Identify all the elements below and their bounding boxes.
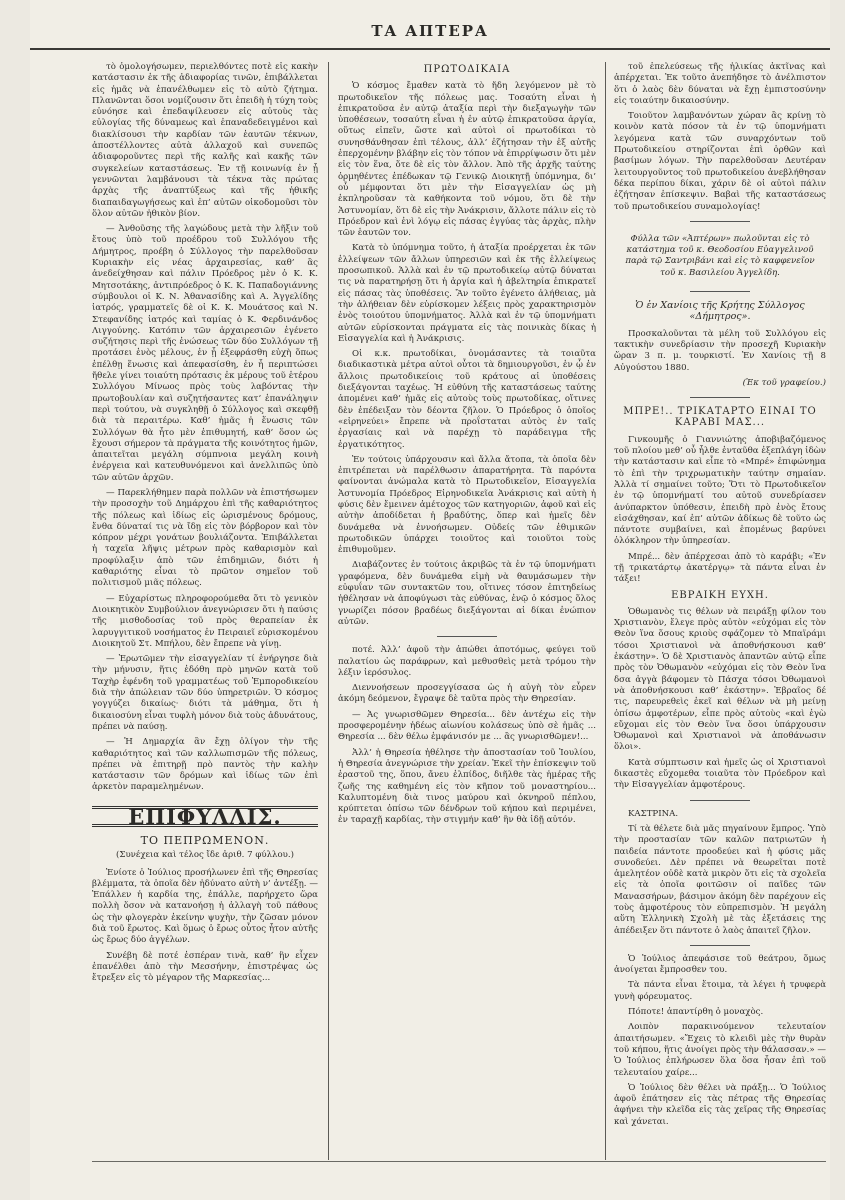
paragraph: Διεννοήσεων προσεγγίσασα ὡς ἡ αὐγὴ τὸν εὗρεν ἀκόμη δεόμενον, ἔγραψε δὲ ταῦτα πρὸς τὴν Θηρεσίαν.: [338, 683, 596, 705]
section-heading: ΕΒΡΑΙΚΗ ΕΥΧΗ.: [671, 589, 769, 601]
paragraph: τοῦ ἐπελεύσεως τῆς ἡλικίας ἀκτῖνας καὶ ἀπέρχεται. Ἐκ τοῦτο ἀνεπήδησε τὸ ἀνέλπιστον ὅτι ὁ λαὸς δὲν δύναται νὰ ἔχῃ ἐμπιστοσύνην εἰς τοιαύτην δικαιοσύνην.: [614, 62, 826, 106]
column-1: [92, 62, 318, 1160]
bottom-rule: [92, 1161, 826, 1162]
column-3: [614, 62, 826, 1160]
paragraph: — Ἐρωτῶμεν τὴν εἰσαγγελίαν τί ἐνήργησε διὰ τὴν μήνυσιν, ἥτις ἐδόθη πρὸ μηνῶν κατὰ τοῦ Ταχὴρ ἐφένδη τοῦ γραμματέως τοῦ Ἐμποροδικείου διὰ τὴν ἀπώλειαν τῶν δύο ὑπηρετριῶν. Ὁ κόσμος γογγύζει δικαίως· διότι τὰ μάθημα, ὅτι ἡ δικαιοσύνη εἶναι τυφλὴ μόνον διὰ τοὺς ἀδυνάτους, πρέπει νὰ παύσῃ.: [92, 654, 318, 732]
divider: [690, 221, 750, 222]
paragraph: Τί τὰ θέλετε διὰ μᾶς πηγαίνουν ἔμπρος. Ὑπὸ τὴν προστασίαν τῶν καλῶν πατριωτῶν ἡ παιδεία πάντοτε προοδεύει καὶ ἡ φύσις μᾶς συνοδεύει. Δὲν πρέπει νὰ θεωρεῖται ποτὲ ἀμελητέον οὐδὲ κατὰ μικρὸν ὅτι εἰς τὰ σχολεῖα εἰς τὰ ὁποῖα φοιτῶσιν οἱ παῖδες τῶν Μανασσήρων, βάσιμον ἀκόμη δὲν παρέχουν εἰς τοὺς ἀμφοτέρους τὸν εὐπρεπισμὸν. Ἡ μεγάλη αὕτη Ἑλληνικὴ Σχολὴ μὲ τὰς ἐξετάσεις της ἀπέδειξεν ὅτι πάντοτε ὁ λαὸς ἀπαιτεῖ ζῆλον.: [614, 823, 826, 936]
paragraph: Γινκουμῆς ὁ Γιαννιώτης ἀποβιβαζόμενος τοῦ πλοίου μεθ’ οὗ ἦλθε ἐνταῦθα ἐξεπλάγη ἰδὼν τὴν κατάστασιν καὶ εἶπε τὸ «Μπρέ» ἐπιφώνημα τὸ ἐπὶ τὴν τριχρωματικὴν ταύτην σημαίαν. Ἀλλὰ τί σημαίνει τοῦτο; Ὅτι τὸ Πρωτοδικεῖον ἐν τῷ ὑπομνήματί του αὐτοῦ συνεδρίασεν ἀνύπαρκτον ὑπόθεσιν, ἐπειδὴ πρὸ ἐνὸς ἔτους εἰσάχθησαν, καί ἐπ’ αὐτῶν ἀδίκως δὲ τοῦτο ὡς πάντοτε συμβαίνει, καὶ ἑπομένως βαρύνει ὁλόκληρον τὴν ὑπηρεσίαν.: [614, 434, 826, 547]
story-title: ΤΟ ΠΕΠΡΩΜΕΝΟΝ.: [140, 834, 270, 847]
paragraph: Ὁθωμανὸς τις θέλων νὰ πειράξῃ φίλον του Χριστιανὸν, ἔλεγε πρὸς αὐτὸν «εὐχόμαι εἰς τὸν Θεὸν ἵνα ὅσους κριοὺς σφάζομεν τὸ Μπαϊράμι τόσοι Χριστιανοὶ νὰ ἀποθνήσκουσι καθ’ ἑκάστην». Ὁ δὲ Χριστιανὸς ἀπαντῶν αὐτῷ εἶπε πρὸς τὸν Ὀθωμανὸν «εὐχόμαι εἰς τὸν Θεὸν ἵνα δσα ἀγγὰ βάφομεν τὸ Πάσχα τόσοι Ὀθωμανοὶ νὰ ἀποθνήσκουσι καθ’ ἑκάστην». Ἐβραῖος δέ τις, παρευρεθεὶς ἐκεῖ καὶ θέλων νὰ μὴ μείνῃ ὀπίσω ἀμφοτέρων, εἶπε πρὸς αὐτοὺς «καὶ ἐγὼ εὔχομαι εἰς τὸν Θεὸν ἵνα ὅσοι ὑπάρχουσιν Ὀθωμανοὶ καὶ Χριστιανοὶ νὰ ἀποθάνωσιν ὅλοι».: [614, 606, 826, 753]
paragraph: Ἐνίοτε ὁ Ἰούλιος προσήλωνεν ἐπὶ τῆς Θηρεσίας βλέμματα, τὰ ὁποῖα δὲν ἠδύνατο αὐτὴ ν’ ἀντέξῃ. — Ἐπάλλεν ἡ καρδία της, ἐπάλλε, παρήρχετο ὥρα πολλὴ ὅσον νὰ κατανοήσῃ ἡ ἀλλαγὴ τοῦ πάθους ὡς τὴν φλογερὰν ἐκείνην ψυχὴν, τὴν ζῶσαν μόνον διὰ τοῦ ἔρωτος. Καὶ ὅμως ὁ ἔρως οὗτος ἦτον αὐτῆς ὡς ἔρως δύο ἀγγέλων.: [92, 867, 318, 946]
paragraph: — Ἡ Δημαρχία ἂν ἔχῃ ὀλίγον τὴν τῆς καθαριότητος καὶ τῶν καλλωπισμῶν τῆς πόλεως, πρέπει νὰ ἐπιτηρῇ πρὸ παντὸς τὴν καλὴν κατάστασιν τῶν δρόμων καὶ ἰδίως τῶν ἐπὶ ἀρκετὸν παραμελημένων.: [92, 737, 318, 793]
notice-signature: (Ἐκ τοῦ γραφείου.): [742, 377, 826, 388]
paragraph: Ἀλλ’ ἡ Θηρεσία ἠθέλησε τὴν ἀποστασίαν τοῦ Ἰουλίου, ἡ Θηρεσία ἀνεγνώρισε τὴν χρείαν. Ἐκεῖ τὴν ἐπίσκεψιν τοῦ ἐραστοῦ της, ὅπου, ἄνευ ἐλπίδος, διῆλθε τὰς ἡμέρας τῆς ζωῆς της καθημένη εἰς τὸν κῆπον τοῦ μοναστηρίου... Καλυπτομένη διὰ τινος μαύρου καὶ ὀκνηροῦ πέπλου, κρύπτεται ὀπίσω τῶν δένδρων τοῦ κήπου καὶ περιμένει, ἐν ταραχῇ καρδίας, τὴν στιγμήν καθ’ ἣν θὰ ἰδῇ αὐτόν.: [338, 747, 596, 826]
paragraph: Διαβάζοντες ἐν τούτοις ἀκριβῶς τὰ ἐν τῷ ὑπομνήματι γραφόμενα, δὲν δυνάμεθα εἰμὴ νὰ θαυμάσωμεν τὴν εὐφυΐαν τῶν συντακτῶν του, οἵτινες τόσον ἐπιτηδείως ἠθέλησαν νὰ ἀποφύγωσι τὰς εὐθύνας, ἐνῷ ὁ κόσμος ὅλος γνωρίζει πόσον βραδέως διεξάγονται αἱ δίκαι ἐνώπιον αὐτῶν.: [338, 560, 596, 627]
sales-notice: Φύλλα τῶν «Ἀπτέρων» πωλοῦνται εἰς τὸ κατάστημα τοῦ κ. Θεοδοσίου Εὐαγγελινοῦ παρὰ τῷ Σαντριβάνι καὶ εἰς τὸ καφφενεῖον τοῦ κ. Βασιλείου Ἀγγελίδη.: [625, 233, 815, 278]
feuilleton-heading: ΕΠΙΦΥΛΛΙΣ.: [92, 806, 318, 827]
divider: [690, 945, 750, 946]
paragraph: Πόποτε! ἀπαντίρθη ὁ μοναχὸς.: [628, 1007, 764, 1018]
paragraph: Ὁ κόσμος ἔμαθεν κατὰ τὸ ἤδη λεγόμενον μὲ τὸ πρωτοδικεῖον τῆς πόλεως μας. Τοσαύτη εἶναι ἡ ἐπικρατοῦσα ἐν αὐτῷ ἀταξία περὶ τὴν διεξαγωγὴν τῶν ὑποθέσεων, τοσαύτη εἶναι ἡ ἐν αὐτῷ ἐπικρατοῦσα ἀργία, οὕτως εἰπεῖν, ὥστε καὶ αὐτοὶ οἱ πρωτοδίκαι τὸ συνησθάνθησαν ἐπὶ τέλους, ἀλλ’ ἐζήτησαν τὴν ἐξ αὐτῆς ἐπερχομένην βλάβην εἰς τὸν τόπον νὰ ἐπιρρίψωσιν ὅτι μὲν εἰς τὸν ἕνα, ὅτε δὲ εἰς τὸν ἄλλον. Ἀπὸ τῆς ἀρχῆς ταύτης ὁρμηθέντες ἐπέδωκαν τῷ Γενικῷ Διοικητῇ ὑπόμνημα, δι’ οὗ μέμφονται ὅτι μὲν τὴν Εἰσαγγελίαν ὡς μὴ ἐκπληροῦσαν τὰ καθήκοντα τοῦ νόμου, ὅτι δὲ τὴν Ἀστυνομίαν, ὅτι δὲ εἰς τὴν Ἀνάκρισιν, ἄλλοτε πάλιν εἰς τὸ Πρόεδρον καὶ ἐνὶ λόγῳ εἰς πάσας ἐγγύας τὰς ἀρχὰς, πλὴν τῶν ἑαυτῶν τον.: [338, 81, 596, 239]
paragraph: ποτέ. Ἀλλ’ ἀφοῦ τὴν ἀπώθει ἀποτόμως, φεύγει τοῦ παλατίου ὡς παράφρων, καὶ μεθυσθεὶς μετὰ τρόμου τὴν λέξιν ἱερόσυλος.: [338, 645, 596, 678]
divider: [690, 397, 750, 398]
paragraph: — Εὐχαρίστως πληροφορούμεθα ὅτι τὸ γενικὸν Διοικητικὸν Συμβούλιον ἀνεγνώρισεν ὅτι ἡ παύσις τῆς μισθοδοσίας τοῦ πρὸς θεραπείαν ἐκ λαρυγγιτικοῦ νοσήματος ἐν Πειραιεῖ εὑρισκομένου Διοικητοῦ Στ. Μπήλου, δὲν ἔπρεπε νὰ γίνῃ.: [92, 593, 318, 649]
paragraph: Ἐν τούτοις ὑπάρχουσιν καὶ ἄλλα ἄτοπα, τὰ ὁποῖα δὲν ἐπιτρέπεται νὰ παρέλθωσιν ἀπαρατήρητα. Τὰ παρόντα φαίνονται ἀνώμαλα κατὰ τὸ Πρωτοδικεῖον, Εἰσαγγελία Ἀστυνομία Πρόεδρος Εἰρηνοδικεῖα Ἀνάκρισις καὶ αὐτὴ ἡ φύσις δὲν ἔμεινεν ἀμέτοχος τῶν κατηγοριῶν, ἀφοῦ καὶ εἰς αὐτὴν ἀποδίδεται ἡ βραδύτης, ὅπερ καὶ ἡμεῖς δὲν δυνάμεθα νὰ ἐννοήσωμεν. Οὐδείς τῶν ἐθιμικῶν πρωτοδικῶν ὑπάρχει τοιοῦτος καὶ τοιοῦτοι τοὺς ἐπιθυμοῦμεν.: [338, 454, 596, 556]
paragraph: τὸ ὁμολογήσωμεν, περιελθόντες ποτὲ εἰς κακὴν κατάστασιν ἐκ τῆς ἀδιαφορίας τινῶν, ἐπιβάλλεται εἰς ἡμᾶς νὰ ἐπανέλθωμεν εἰς τὸ αὐτὸ ζήτημα. Πλανῶνται ὅσοι νομίζουσιν ὅτι ἐπειδὴ ἡ τύχη τοὺς εὐνόησε καὶ ἐπεδαψίλευσεν εἰς αὐτοὺς τὰς εὐλογίας τῆς δύναμεως καὶ ἐπαναδεδειγμένοι καὶ διακλίσουσι τὴν καρδίαν τῶν ἑαυτῶν τέκνων, ἀποστέλλοντες αὐτὰ ἀλλαχοῦ καὶ συνεπῶς ἀδιαφοροῦντες περὶ τῆς καλῆς καὶ κακῆς τῶν συγκελείων καταστάσεως. Ἐν τῇ κοινωνίᾳ ἐν ᾗ γεννῶνται λαμβάνουσι τὰ τέκνα τὰς πρώτας ἀρχὰς τῆς ἀναπτύξεως καὶ τῆς ἠθικῆς διαπαιδαγωγήσεως καὶ ἐπ’ αὐτῶν οἰκοδομοῦσι τὸν ὅλον αὐτῶν ἠθικὸν βίον.: [92, 62, 318, 219]
section-heading: ΜΠΡΕ!.. ΤΡΙΚΑΤΑΡΤΟ ΕΙΝΑΙ ΤΟ ΚΑΡΑΒΙ ΜΑΣ...: [623, 406, 817, 429]
column-rule: [328, 62, 329, 1160]
paragraph: Τοιοῦτον λαμβανόντων χώραν ἂς κρίνῃ τὸ κοινὸν κατὰ πόσον τὰ ἐν τῷ ὑπομνήματι λεγόμενα κατὰ τῶν συναρχόντων τοῦ Πρωτοδικείου στηρίζονται ἐπὶ ὀρθῶν καὶ βασίμων λόγων. Τὴν παρελθοῦσαν Δευτέραν λειτουργοῦντος τοῦ πρωτοδικείου ἀνεβλήθησαν δέκα περίπου δίκαι, χάριν δὲ οἱ αὐτοὶ πάλιν ἐζήτησαν ἐπίσκεψιν. Βαβαὶ τῆς καταστάσεως τοῦ πρωτοδικείου συναμολογίας!: [614, 111, 826, 212]
paragraph: Κατὰ τὸ ὑπόμνημα τοῦτο, ἡ ἀταξία προέρχεται ἐκ τῶν ἐλλείψεων τῶν ἄλλων ὑπηρεσιῶν καὶ ἐκ τῆς ἐλλείψεως προσωπικοῦ. Ἀλλὰ καὶ ἐν τῷ πρωτοδικείῳ αὐτῷ δύναται τις νὰ παρατηρήσῃ ὅτι ἡ ἀργία καὶ ἡ ἀβελτηρία ἐπικρατεῖ εἰς πάσας τὰς ὑποθέσεις. Ἂν τοῦτο ἐγένετο ἀλήθειας, μὰ τὴν ἀλήθειαν δὲν εὑρίσκομεν λέξεις πρὸς χαρακτηρισμὸν ἐνὸς τοιούτου ὑπομνήματος. Ἀλλὰ καὶ ἐν τῷ ὑπομνήματι αὐτῶν εὑρίσκονται πράγματα εἰς τὰς ποινικὰς δίκας ἡ Εἰσαγγελία καὶ ἡ Ἀνάκρισις.: [338, 243, 596, 344]
column-rule: [605, 62, 606, 1160]
paragraph: Ὁ Ἰούλιος ἀπεφάσισε τοῦ θεάτρου, ὅμως ἀνοίγεται ἔμπροσθεν του.: [614, 953, 826, 976]
masthead: [30, 18, 830, 50]
divider: [690, 800, 750, 801]
divider: [437, 636, 497, 637]
paragraph: — Ἀς γνωρισθῶμεν Θηρεσία... δὲν ἀντέχω εἰς τὴν προσφερομένην ἡδέως αἰωνίου κολάσεως ὑπὸ σὲ ἡμᾶς ... Θηρεσία ... δὲν θέλω ἐμφάνισόν με ... ἂς γνωρισθῶμεν!...: [338, 709, 596, 743]
masthead-title: ΤΑ ΑΠΤΕΡΑ: [371, 22, 489, 40]
paragraph: — Παρεκλήθημεν παρὰ πολλῶν νὰ ἐπιστήσωμεν τὴν προσοχὴν τοῦ Δημάρχου ἐπὶ τῆς καθαριότητος τῆς πόλεως καὶ ἰδίως εἰς ὡρισμένους δρόμους, ἔνθα δύναταί τις νὰ ἴδῃ εἰς τὸν βόρβορον καὶ τὸν κόπρον μέχρι γονάτων βουλιάζοντα. Ἐπιβάλλεται ἡ ταχεῖα λῆψις μέτρων πρὸς καθαρισμὸν καὶ προφύλαξιν ἀπὸ τῶν ἐπιδημιῶν, διότι ἡ καθαριότης εἶναι τὸ πρῶτον σημεῖον τοῦ πολιτισμοῦ μιᾶς πόλεως.: [92, 487, 318, 589]
paragraph: Μπρέ... δὲν ἀπέρχεσαι ἀπὸ τὸ καράβι; «Ἐν τῇ τρικατάρτῳ ἀκατέργῳ» τὰ πάντα εἶναι ἐν τάξει!: [614, 551, 826, 585]
divider: [690, 291, 750, 292]
newspaper-page: [30, 0, 830, 1200]
notice-heading: Ὁ ἐν Χανίοις τῆς Κρήτης Σύλλογος «Δήμητρος».: [635, 300, 805, 323]
paragraph: Προσκαλοῦνται τὰ μέλη τοῦ Συλλόγου εἰς τακτικὴν συνεδρίασιν τὴν προσεχῆ Κυριακὴν ὥραν 3 π. μ. τουρκιστί. Ἐν Χανίοις τῇ 8 Αὐγούστου 1880.: [614, 328, 826, 373]
paragraph: Λοιπὸν παρακινούμενον τελευταίον ἀπαιτήσωμεν. «Ἔχεις τὸ κλειδὶ μὲς τὴν θυρὰν τοῦ κήπου, ἥτις ἀνοίγει πρὸς τὴν θάλασσαν.» — Ὁ Ἰούλιος ἐπλήρωσεν ὅλα ὅσα ἦσαν ἐπὶ τοῦ τελευταίου χαίρε...: [614, 1022, 826, 1078]
paragraph: Κατὰ σύμπτωσιν καὶ ἡμεῖς ὡς οἱ Χριστιανοὶ δικαστὲς εὔχομεθα τοιαῦτα τὸν Πρόεδρον καὶ τὴν Εἰσαγγελίαν ἀμφοτέρους.: [614, 757, 826, 791]
paragraph: Οἱ κ.κ. πρωτοδίκαι, ὀνομάσαντες τὰ τοιαῦτα διαδικαστικὰ μέτρα αὐτοὶ οὗτοι τὰ δημιουργοῦσι, ἐν ᾧ ἐν ἄλλοις πρωτοδικείοις τοῦ κράτους αἱ ὑποθέσεις διεξάγονται ταχέως. Ἡ εὐθύνη τῆς καταστάσεως ταύτης ἀπομένει καθ’ ἡμᾶς εἰς αὐτοὺς τοὺς πρωτοδίκας, οἵτινες δὲν ἐπέδειξαν τὸν δέοντα ζῆλον. Ὁ Πρόεδρος ὁ ὁποῖος «εἰρηνεύει» ἔπρεπε νὰ προΐσταται αὐτὸς ἐν ταῖς ἐργασίαις καὶ νὰ παρέχῃ τὸ παράδειγμα τῆς ἐργατικότητος.: [338, 349, 596, 450]
paragraph: — Ἀνθοῦσης τῆς λαγώδους μετὰ τὴν λῆξιν τοῦ ἔτους ὑπὸ τοῦ προέδρου τοῦ Συλλόγου τῆς Δήμητρος, προέβη ὁ Σύλλογος τὴν παρελθοῦσαν Κυριακὴν εἰς νέας ἀρχαιρεσίας, καθ’ ἃς ἀνεδείχθησαν καὶ πάλιν Πρόεδρος μὲν ὁ Κ. Κ. Μητσοτάκης, ἀντιπρόεδρος ὁ Κ. Κ. Παπαδογιάννης σύμβουλοι οἱ Κ. Ν. Ἀθανασίδης καὶ Α. Ἀγγελίδης ἰατρός, γραμματεῖς δὲ οἱ Κ. Κ. Μουάτσος καὶ Ν. Στεφανίδης ἰατρός καὶ ταμίας ὁ Κ. Φερδινάνδος Λιγγούνης. Κατόπιν τῶν ἀρχαιρεσιῶν ἐγένετο συζήτησις περὶ τῆς ἑνώσεως τῶν δύο Συλλόγων τῇ προτάσει ἑνὸς μέλους, ἐν ᾗ ἐξεφράσθη εὐχὴ ὅπως ἐπέλθῃ ἕνωσις καὶ ἀπεφασίσθη, ἐν ἧ περιπτώσει ἤθελε γίνει τοιαύτη πρότασις ἐκ μέρους τοῦ ἑτέρου Συλλόγου Μίνωος πρὸς τοὺς λαβόντας τὴν πρωτοβουλίαν καὶ συζητήσαντες κατ’ ἐπανάληψιν περὶ τούτου, νὰ συγκληθῇ ὁ Σύλλογος καὶ σκεφθῇ διὰ τὰ περαιτέρω. Καθ’ ἡμᾶς ἡ ἕνωσις τῶν Συλλόγων θὰ ἦτο μὲν ἐπιθυμητή, καθ’ ὅσον ὡς ἔχουσι σήμερον τὰ πράγματα τῆς κοινότητος ἡμῶν, ἀπαιτεῖται μεγάλη σύμπνοια μεγάλη κοινὴ ἐνέργεια καὶ κατευθυνόμενοι καὶ ἀνελλιπῶς ὑπὸ τῶν αὐτῶν ἀρχῶν.: [92, 224, 318, 483]
paragraph: Συνέβη δὲ ποτέ ἑσπέραν τινὰ, καθ’ ἣν εἶχεν ἐπανέλθει ἀπὸ τὴν Μεσσήνην, ἐπιστρέψας ὡς ἔτρεξεν εἰς τὸ μέγαρον τῆς Μαρκεσίας...: [92, 950, 318, 984]
section-heading: ΠΡΩΤΟΔΙΚΑΙΑ: [423, 64, 511, 75]
story-subtitle: (Συνέχεια καὶ τέλος ἴδε ἀριθ. 7 φύλλου.): [116, 850, 294, 861]
column-2: [338, 62, 596, 1160]
paragraph: Τὰ πάντα εἶναι ἕτοιμα, τὰ λέγει ἡ τρυφερὰ γυνὴ φόρευματος.: [614, 980, 826, 1002]
paragraph: ΚΑΣΤΡΙΝΑ.: [628, 808, 679, 819]
paragraph: Ὁ Ἰούλιος δὲν θέλει νὰ πράξῃ... Ὁ Ἰούλιος ἀφοῦ ἐπάτησεν εἰς τὰς πέτρας τῆς Θηρεσίας ἀφήνει τὴν κλεῖδα εἰς τὰς χεῖρας τῆς Θηρεσίας καὶ χάνεται.: [614, 1082, 826, 1127]
